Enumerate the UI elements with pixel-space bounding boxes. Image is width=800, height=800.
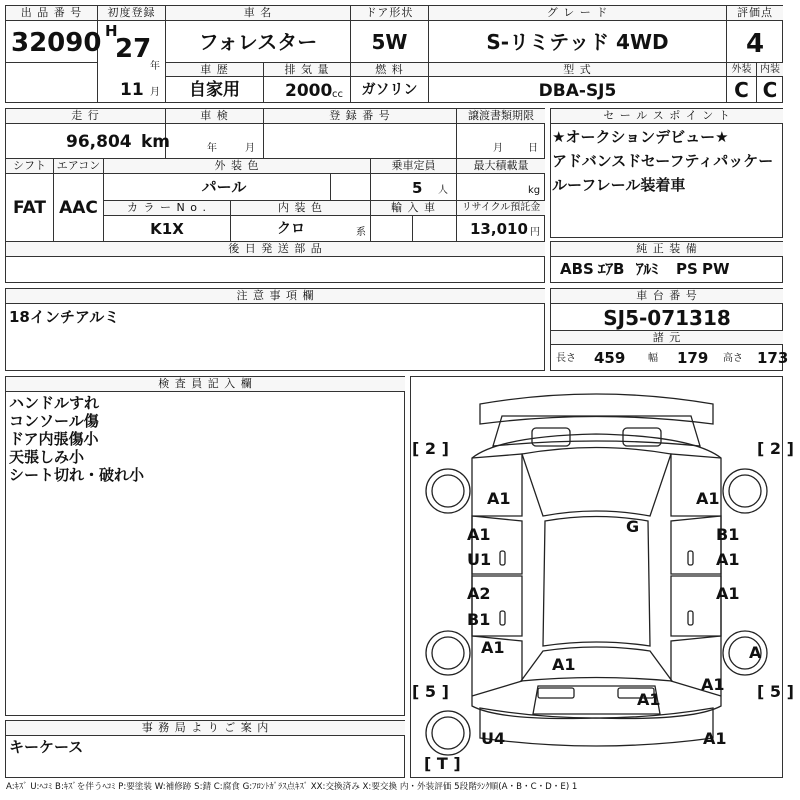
color-no: K1X (150, 220, 184, 238)
transfer-label: 譲渡書類期限 (457, 109, 545, 124)
car-diagram-drawing (410, 376, 783, 778)
score-label: 評価点 (727, 6, 783, 21)
damage-mark: U1 (467, 550, 492, 569)
damage-mark: G (626, 517, 640, 536)
inspector-note-3: ドア内張傷小 (9, 430, 99, 448)
tire-bracket-front-left: [ 2 ] (412, 439, 449, 458)
inspector-note-1: ハンドルすれ (9, 394, 100, 412)
capacity-unit: 人 (438, 185, 448, 196)
damage-mark: A1 (716, 550, 740, 569)
color-no-label: カ ラ ー N o . (104, 201, 230, 216)
inspection-year-unit: 年 (207, 143, 217, 154)
equipment-abs: ABS (560, 260, 594, 278)
damage-mark: B1 (716, 525, 740, 544)
damage-mark: A1 (467, 525, 491, 544)
damage-mark: A1 (701, 675, 725, 694)
tire-bracket-spare: [ T ] (424, 754, 461, 773)
model: DBA-SJ5 (538, 81, 617, 101)
door: 5W (371, 30, 408, 54)
equipment-alloy: ｱﾙﾐ (636, 260, 659, 278)
displacement: 2000 (285, 81, 333, 101)
score: 4 (745, 29, 765, 59)
exterior-color: パール (201, 178, 247, 196)
damage-mark: A1 (637, 690, 661, 709)
equipment-ps: PS (676, 260, 698, 278)
interior-label: 内装 (757, 63, 783, 77)
shift: FAT (12, 198, 47, 218)
damage-mark: A1 (696, 489, 720, 508)
recycle-label: リサイクル預託金 (457, 201, 545, 216)
first-reg-label: 初度登録 (98, 6, 165, 21)
width-label: 幅 (648, 353, 658, 364)
inspector-note-5: シート切れ・破れ小 (9, 466, 145, 484)
inspection-label: 車 検 (166, 109, 263, 124)
displacement-unit: cc (332, 89, 343, 100)
door-label: ドア形状 (351, 6, 428, 21)
damage-mark: B1 (467, 610, 491, 629)
displacement-label: 排 気 量 (264, 63, 350, 77)
int-color: クロ (277, 221, 305, 237)
load-unit: kg (528, 185, 541, 196)
transfer-day-unit: 日 (528, 143, 538, 154)
month-unit: 月 (150, 87, 160, 98)
later-parts-label: 後 日 発 送 部 品 (6, 242, 545, 257)
chassis-number: SJ5-071318 (603, 306, 731, 330)
car-name: フォレスター (198, 30, 318, 54)
inspection-month-unit: 月 (245, 143, 255, 154)
inspector-label: 検 査 員 記 入 欄 (6, 377, 405, 392)
model-label: 型 式 (429, 63, 726, 77)
damage-mark: A1 (716, 584, 740, 603)
tire-bracket-rear-left: [ 5 ] (412, 682, 449, 701)
era: H (105, 22, 118, 40)
int-color-unit: 系 (356, 227, 366, 238)
registration-label: 登 録 番 号 (264, 109, 456, 124)
ac-label: エアコン (54, 159, 103, 174)
specs-label: 諸 元 (551, 331, 783, 345)
exterior-grade: C (734, 78, 749, 102)
sales-point-2: アドバンスドセーフティパッケー (552, 152, 774, 170)
notes-label: 注 意 事 項 欄 (6, 289, 545, 304)
fuel-label: 燃 料 (351, 63, 428, 77)
color-label: 外 装 色 (104, 159, 370, 174)
capacity-label: 乗車定員 (371, 159, 456, 174)
fuel: ガソリン (361, 82, 418, 98)
car-name-label: 車 名 (166, 6, 350, 21)
sales-point-1: ★オークションデビュー★ (552, 128, 729, 146)
damage-mark: A1 (552, 655, 576, 674)
mileage: 96,804 (66, 132, 132, 152)
history-label: 車 歴 (166, 63, 263, 77)
int-color-label: 内 装 色 (231, 201, 370, 216)
equipment-airbag: ｴｱB (598, 260, 625, 278)
damage-mark: U4 (481, 729, 506, 748)
year-unit: 年 (150, 61, 160, 72)
sales-point-3: ルーフレール装着車 (552, 176, 686, 194)
height: 173 (757, 349, 789, 367)
length-label: 長さ (556, 353, 576, 364)
legend: A:ｷｽﾞ U:ﾍｺﾐ B:ｷｽﾞを伴うﾍｺﾐ P:要塗装 W:補修跡 S:錆 C:腐食 G:ﾌﾛﾝﾄｶﾞﾗｽ点ｷｽﾞ XX:交換済み X:要交換 内・外装評価 5段階ﾗﾝｸ順(A・B・C・D・E) 1 (6, 782, 578, 792)
damage-mark: A1 (481, 638, 505, 657)
width: 179 (677, 349, 709, 367)
reg-month: 11 (120, 80, 144, 100)
history: 自家用 (189, 80, 240, 100)
mileage-unit: km (141, 132, 171, 152)
transfer-month-unit: 月 (493, 143, 503, 154)
load-label: 最大積載量 (457, 159, 545, 174)
capacity: 5 (412, 179, 423, 197)
damage-mark: A1 (487, 489, 511, 508)
mileage-label: 走 行 (6, 109, 165, 124)
lot-number: 32090 (11, 28, 102, 58)
exterior-label: 外装 (727, 63, 756, 77)
inspector-note-2: コンソール傷 (9, 412, 99, 430)
tire-bracket-front-right: [ 2 ] (757, 439, 794, 458)
equipment-label: 純 正 装 備 (551, 242, 783, 257)
reg-year: 27 (115, 34, 152, 64)
ac: AAC (59, 198, 98, 218)
notes-text: 18インチアルミ (9, 308, 120, 326)
damage-mark: A1 (703, 729, 727, 748)
tire-bracket-rear-right: [ 5 ] (757, 682, 794, 701)
import-label: 輸 入 車 (371, 201, 456, 216)
interior-grade: C (762, 78, 778, 102)
shift-label: シフト (6, 159, 53, 174)
equipment-pw: PW (702, 260, 730, 278)
grade: S-リミテッド 4WD (486, 30, 669, 54)
inspector-note-4: 天張しみ小 (9, 448, 85, 466)
chassis-label: 車 台 番 号 (551, 289, 783, 304)
grade-label: グ レ ー ド (429, 6, 726, 21)
office-text: キーケース (9, 738, 84, 756)
lot-label: 出 品 番 号 (6, 6, 97, 21)
recycle-fee: 13,010 (470, 220, 528, 238)
length: 459 (594, 349, 626, 367)
sales-points-label: セ ー ル ス ポ イ ン ト (551, 109, 783, 124)
height-label: 高さ (723, 353, 743, 364)
recycle-unit: 円 (530, 227, 540, 238)
office-label: 事 務 局 よ り ご 案 内 (6, 721, 405, 736)
damage-mark: A2 (467, 584, 491, 603)
damage-mark: A (749, 643, 762, 662)
